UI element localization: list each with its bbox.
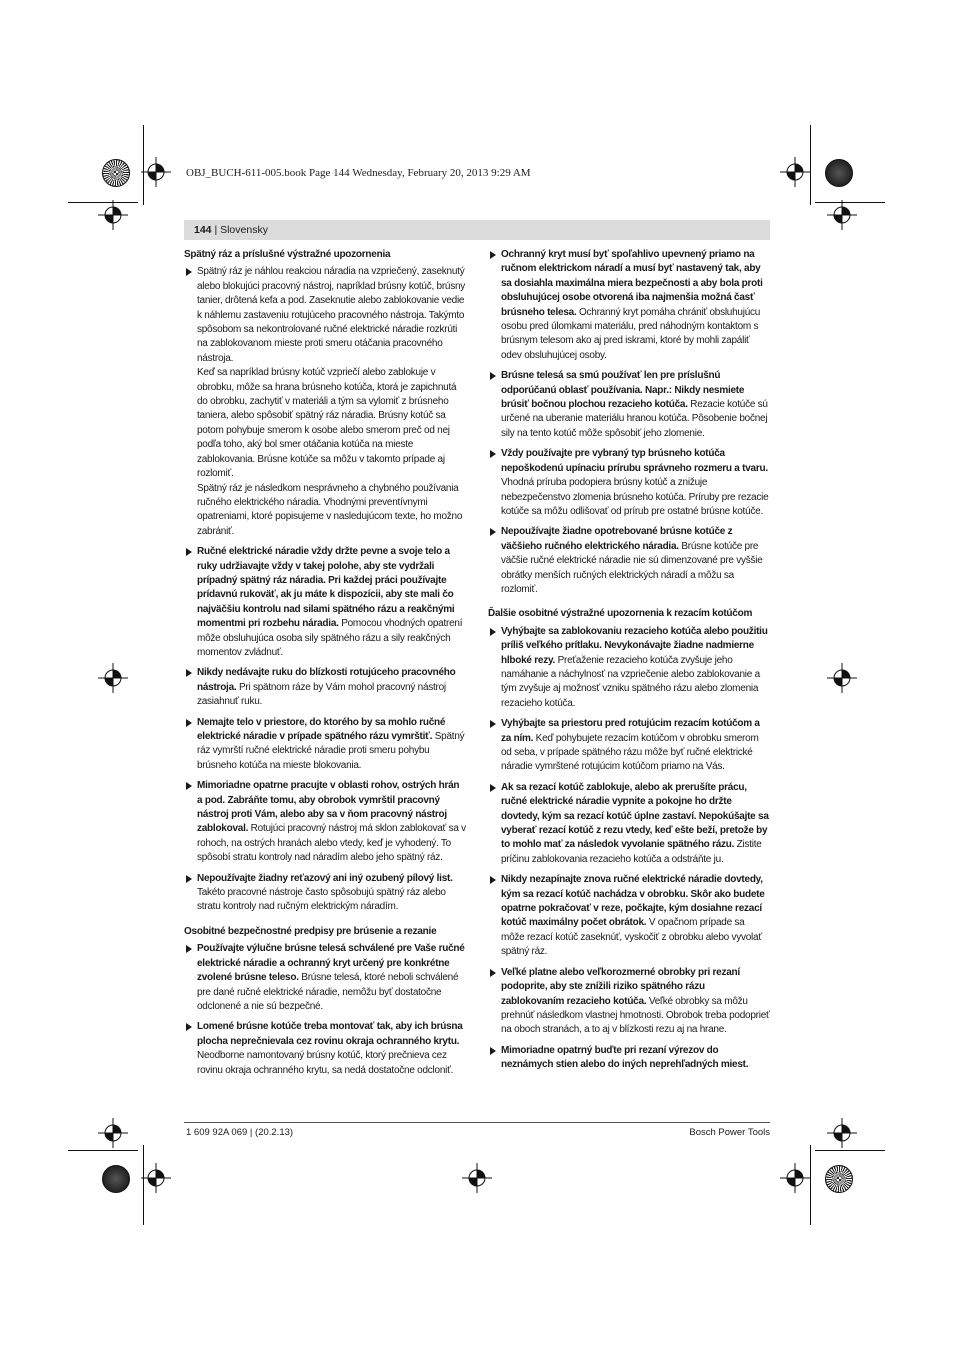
bullet-emphasis: Nepoužívajte žiadne opotrebované brúsne kotúče z väčšieho ručného elektrického náradia. <box>501 526 733 552</box>
bullet-body: Keď pohybujete rezacím kotúčom v obrobku smerom od seba, v prípade spätného rázu môže byť ručné elektrické náradie vymrštené rotujúcim kotúčom priamo na Vás. <box>501 732 759 773</box>
section <box>488 607 770 1082</box>
bullet-body: Veľké obrobky sa môžu prehnúť následkom vlastnej hmotnosti. Obrobok treba podoprieť na oboch stranách, a to aj v blízkosti rezu aj na hrane. <box>501 995 770 1036</box>
bullet-triangle-icon <box>186 782 192 790</box>
bullet-body: Rotujúci pracovný nástroj má sklon zablokovať sa v rohoch, na ostrých hranách alebo vtedy, keď je vyhodený. To spôsobí stratu kontroly nad náradím alebo jeho spätný ráz. <box>197 823 466 864</box>
bullet-emphasis: Používajte výlučne brúsne telesá schválené pre Vaše ručné elektrické náradie a ochranný kryt určený pre konkrétne zvolené brúsne teleso. <box>197 943 465 984</box>
bullet-triangle-icon <box>490 528 496 536</box>
bullet-text <box>197 779 466 865</box>
bullet-triangle-icon <box>490 372 496 380</box>
bullet-text <box>197 942 466 1014</box>
bullet-item <box>184 779 466 865</box>
bullet-body: Preťaženie rezacieho kotúča zvyšuje jeho namáhanie a náchylnosť na vzpriečenie alebo zablokovanie a tým zvyšuje aj možnosť vzniku spätného rázu alebo zlomenia rezacieho kotúča. <box>501 654 760 709</box>
bullet-item <box>184 265 466 539</box>
bullet-triangle-icon <box>186 548 192 556</box>
bullet-emphasis: Nikdy nedávajte ruku do blízkosti rotujúceho pracovného nástroja. <box>197 667 456 693</box>
bullet-triangle-icon <box>186 875 192 883</box>
registration-target-icon <box>98 200 128 230</box>
right-column <box>488 248 770 1083</box>
footer-rule <box>184 1122 770 1123</box>
bullet-text <box>501 525 770 597</box>
registration-target-icon <box>141 1163 171 1193</box>
bullet-body: Brúsne kotúče pre väčšie ručné elektrické náradie nie sú dimenzované pre vyššie obrátky menších ručných elektrických náradí a môžu sa rozlomiť. <box>501 540 763 595</box>
bullet-text <box>501 1044 770 1073</box>
bullet-text <box>501 447 770 519</box>
bullet-triangle-icon <box>490 628 496 636</box>
bullet-item <box>184 716 466 774</box>
bullet-text <box>197 716 466 774</box>
registration-target-icon <box>827 663 857 693</box>
crop-mark <box>68 202 138 203</box>
bullet-item <box>184 666 466 709</box>
bullet-paragraph: Spätný ráz je následkom nesprávneho a chybného používania ručného elektrického náradia. Vhodnými preventívnymi opatreniami, ktoré popisujeme v nasledujúcom texte, ho možno zabrániť. <box>197 482 463 537</box>
bullet-item <box>488 369 770 441</box>
bullet-emphasis: Vyhýbajte sa zablokovaniu rezacieho kotúča alebo použitiu príliš veľkého prítlaku. Nevykonávajte žiadne nadmierne hlboké rezy. <box>501 625 768 666</box>
bullet-text <box>501 966 770 1038</box>
bullet-text <box>197 1020 466 1078</box>
page-number: 144 <box>194 224 212 236</box>
bullet-emphasis: Mimoriadne opatrne pracujte v oblasti rohov, ostrých hrán a pod. Zabráňte tomu, aby obrobok vymrštil pracovný nástroj proti Vám, alebo aby sa v ňom pracovný nástroj zablokoval. <box>197 780 460 835</box>
bullet-emphasis: Veľké platne alebo veľkorozmerné obrobky pri rezaní podoprite, aby ste znížili riziko spätného rázu zablokovaním rezacieho kotúča. <box>501 966 740 1007</box>
bullet-body: Spätný ráz je náhlou reakciou náradia na vzpriečený, zaseknutý alebo blokujúci pracovný nástroj, napríklad brúsny kotúč, brúsny tanier, drôtená kefa a pod. Zaseknutie alebo zablokovanie vedie k náhlemu zastaveniu rotujúceho pracovného nástroja. Takýmto spôsobom sa nekontrolované ručné elektrické náradie rozkrúti na zablokovanom mieste proti smeru otáčania pracovného nástroja. <box>197 266 466 364</box>
section-heading: Spätný ráz a príslušné výstražné upozornenia <box>184 249 391 260</box>
registration-target-icon <box>780 1163 810 1193</box>
color-bar-disc-icon <box>825 1165 853 1193</box>
crop-mark <box>815 202 885 203</box>
bullet-item <box>488 248 770 363</box>
crop-mark <box>810 1145 811 1225</box>
bullet-text <box>501 717 770 775</box>
bullet-body: Pomocou vhodných opatrení môže obsluhujúca osoba sily spätného rázu a sily reakčných momentov zvládnuť. <box>197 618 463 658</box>
color-bar-disc-icon <box>102 159 130 187</box>
registration-target-icon <box>462 1163 492 1193</box>
bullet-body: Pri spätnom ráze by Vám mohol pracovný nástroj zasiahnuť ruku. <box>197 681 446 708</box>
bullet-emphasis: Brúsne telesá sa smú používať len pre príslušnú odporúčanú oblasť používania. Napr.: Nikdy nesmiete brúsiť bočnou plochou rezacieho kotúča. <box>501 370 745 411</box>
bullet-text <box>197 872 466 915</box>
bullet-emphasis: Nikdy nezapínajte znova ručné elektrické náradie dovtedy, kým sa rezací kotúč nachádza v obrobku. Skôr ako budete opatrne pokračovať v reze, počkajte, kým dosiahne rezací kotúč maximálny počet obrátok. <box>501 874 765 929</box>
left-column <box>184 248 466 1088</box>
bullet-emphasis: Nemajte telo v priestore, do ktorého by sa mohlo ručné elektrické náradie v prípade spätného rázu vymrštiť. <box>197 716 446 742</box>
print-slug: OBJ_BUCH-611-005.book Page 144 Wednesday, February 20, 2013 9:29 AM <box>186 167 531 179</box>
footer-brand: Bosch Power Tools <box>689 1127 770 1138</box>
section-heading: Osobitné bezpečnostné predpisy pre brúsenie a rezanie <box>184 925 437 937</box>
bullet-item <box>488 873 770 959</box>
bullet-text <box>197 265 466 366</box>
bullet-item <box>184 545 466 660</box>
bullet-item <box>488 447 770 519</box>
section-heading: Ďalšie osobitné výstražné upozornenia k rezacím kotúčom <box>488 608 753 620</box>
crop-mark <box>68 1150 138 1151</box>
footer-doc-number: 1 609 92A 069 | (20.2.13) <box>186 1127 294 1138</box>
color-bar-disc-icon <box>102 1165 130 1193</box>
bullet-triangle-icon <box>490 969 496 977</box>
bullet-body: Neodborne namontovaný brúsny kotúč, ktorý prečnieva cez rovinu okraja ochranného krytu, sa nedá dostatočne odcloniť. <box>197 1050 454 1076</box>
bullet-item <box>184 1020 466 1078</box>
bullet-body: Spätný ráz vymrští ručné elektrické náradie proti smeru pohybu brúsneho kotúča na mieste blokovania. <box>197 731 465 771</box>
bullet-body: Rezacie kotúče sú určené na uberanie materiálu hranou kotúča. Pôsobenie bočnej sily na tento kotúč môže spôsobiť jeho zlomenie. <box>501 399 768 439</box>
bullet-text <box>501 873 770 959</box>
bullet-item <box>488 1044 770 1073</box>
bullet-text <box>197 545 466 660</box>
bullet-item <box>488 625 770 711</box>
bullet-body: Zistite príčinu zablokovania rezacieho kotúča a odstráňte ju. <box>501 839 762 865</box>
bullet-body: V opačnom prípade sa môže rezací kotúč zaseknúť, vyskočiť z obrobku alebo vyvolať spätný ráz. <box>501 917 762 958</box>
bullet-text <box>501 369 770 441</box>
section <box>488 248 770 607</box>
registration-target-icon <box>141 157 171 187</box>
bullet-triangle-icon <box>186 669 192 677</box>
bullet-item <box>184 942 466 1014</box>
bullet-text <box>197 666 466 709</box>
bullet-triangle-icon <box>186 268 192 276</box>
bullet-item <box>488 781 770 867</box>
header-text <box>194 223 268 237</box>
bullet-item <box>184 872 466 915</box>
bullet-triangle-icon <box>490 1047 496 1055</box>
bullet-emphasis: Ručné elektrické náradie vždy držte pevne a svoje telo a ruky udržiavajte vždy v takej polohe, aby ste vydržali prípadný spätný ráz náradia. Pri každej práci používajte prídavnú rukoväť, ak ju máte k dispozícii, aby ste mali čo najväčšiu kontrolu nad silami spätného rázu a reakčnými momentmi pri rozbehu náradia. <box>197 546 455 630</box>
page-header <box>184 220 770 240</box>
bullet-item <box>488 525 770 597</box>
bullet-body: Vhodná príruba podopiera brúsny kotúč a znižuje nebezpečenstvo zlomenia brúsneho kotúča. Príruby pre rezacie kotúče sa môžu odlišovať od prírub pre ostatné brúsne kotúče. <box>501 477 769 517</box>
bullet-paragraph: Keď sa napríklad brúsny kotúč vzpriečí alebo zablokuje v obrobku, môže sa hrana brúsneho kotúča, ktorá je zapichnutá do obrobku, zachytiť v materiáli a tým sa vylomiť z brúsneho taniera, alebo spôsobiť spätný ráz náradia. Brúsny kotúč sa potom pohybuje smerom k osobe alebo smerom preč od nej podľa toho, aký bol smer otáčania kotúča na mieste zablokovania. Brúsne kotúče sa môžu v takomto prípade aj rozlomiť. <box>197 367 457 480</box>
crop-mark <box>143 1145 144 1225</box>
registration-target-icon <box>827 1118 857 1148</box>
header-separator: | <box>211 224 221 236</box>
header-language: Slovensky <box>220 224 268 236</box>
bullet-triangle-icon <box>490 876 496 884</box>
bullet-triangle-icon <box>490 720 496 728</box>
bullet-item <box>488 966 770 1038</box>
section <box>184 925 466 1088</box>
bullet-triangle-icon <box>186 1023 192 1031</box>
bullet-body: Takéto pracovné nástroje často spôsobujú spätný ráz alebo stratu kontroly nad ručným elektrickým náradím. <box>197 887 446 913</box>
color-bar-disc-icon <box>825 159 853 187</box>
bullet-emphasis: Vyhýbajte sa priestoru pred rotujúcim rezacím kotúčom a za ním. <box>501 718 760 744</box>
crop-mark <box>143 125 144 205</box>
bullet-emphasis: Lomené brúsne kotúče treba montovať tak, aby ich brúsna plocha neprečnievala cez rovinu okraja ochranného krytu. <box>197 1021 463 1047</box>
bullet-text <box>501 625 770 711</box>
bullet-emphasis: Ak sa rezací kotúč zablokuje, alebo ak prerušíte prácu, ručné elektrické náradie vypnite a pokojne ho držte dovtedy, kým sa rezací kotúč úplne zastaví. Nepokúšajte sa vyberať rezací kotúč z rezu vtedy, keď ešte beží, pretože by to mohlo mať za následok vyvolanie spätného rázu. <box>501 781 769 851</box>
bullet-triangle-icon <box>490 784 496 792</box>
crop-mark <box>815 1150 885 1151</box>
bullet-text <box>501 248 770 363</box>
registration-target-icon <box>98 1118 128 1148</box>
bullet-emphasis: Nepoužívajte žiadny reťazový ani iný ozubený pílový list. <box>197 872 453 884</box>
registration-target-icon <box>780 157 810 187</box>
bullet-body: Brúsne telesá, ktoré neboli schválené pre dané ručné elektrické náradie, nemôžu byť dostatočne odclonené a nie sú bezpečné. <box>197 972 459 1012</box>
bullet-body: Ochranný kryt pomáha chrániť obsluhujúcu osobu pred úlomkami materiálu, pred náhodným kontaktom s brúsnym telesom ako aj pred iskrami, ktoré by mohli zapáliť odev obsluhujúcej osoby. <box>501 306 761 361</box>
bullet-text <box>501 781 770 867</box>
bullet-item <box>488 717 770 775</box>
bullet-triangle-icon <box>490 251 496 259</box>
bullet-triangle-icon <box>186 719 192 727</box>
registration-target-icon <box>827 200 857 230</box>
registration-target-icon <box>98 663 128 693</box>
bullet-emphasis: Vždy používajte pre vybraný typ brúsneho kotúča nepoškodenú upínaciu prírubu správneho rozmeru a tvaru. <box>501 448 768 474</box>
bullet-triangle-icon <box>186 945 192 953</box>
bullet-triangle-icon <box>490 450 496 458</box>
section <box>184 248 466 925</box>
bullet-emphasis: Ochranný kryt musí byť spoľahlivo upevnený priamo na ručnom elektrickom náradí a musí byť nastavený tak, aby sa dosiahla maximálna miera bezpečnosti a aby bola proti obsluhujúcej osobe otvorená iba najmenšia možná časť brúsneho telesa. <box>501 249 763 318</box>
bullet-emphasis: Mimoriadne opatrný buďte pri rezaní výrezov do neznámych stien alebo do iných neprehľadných miest. <box>501 1044 749 1071</box>
crop-mark <box>810 125 811 205</box>
